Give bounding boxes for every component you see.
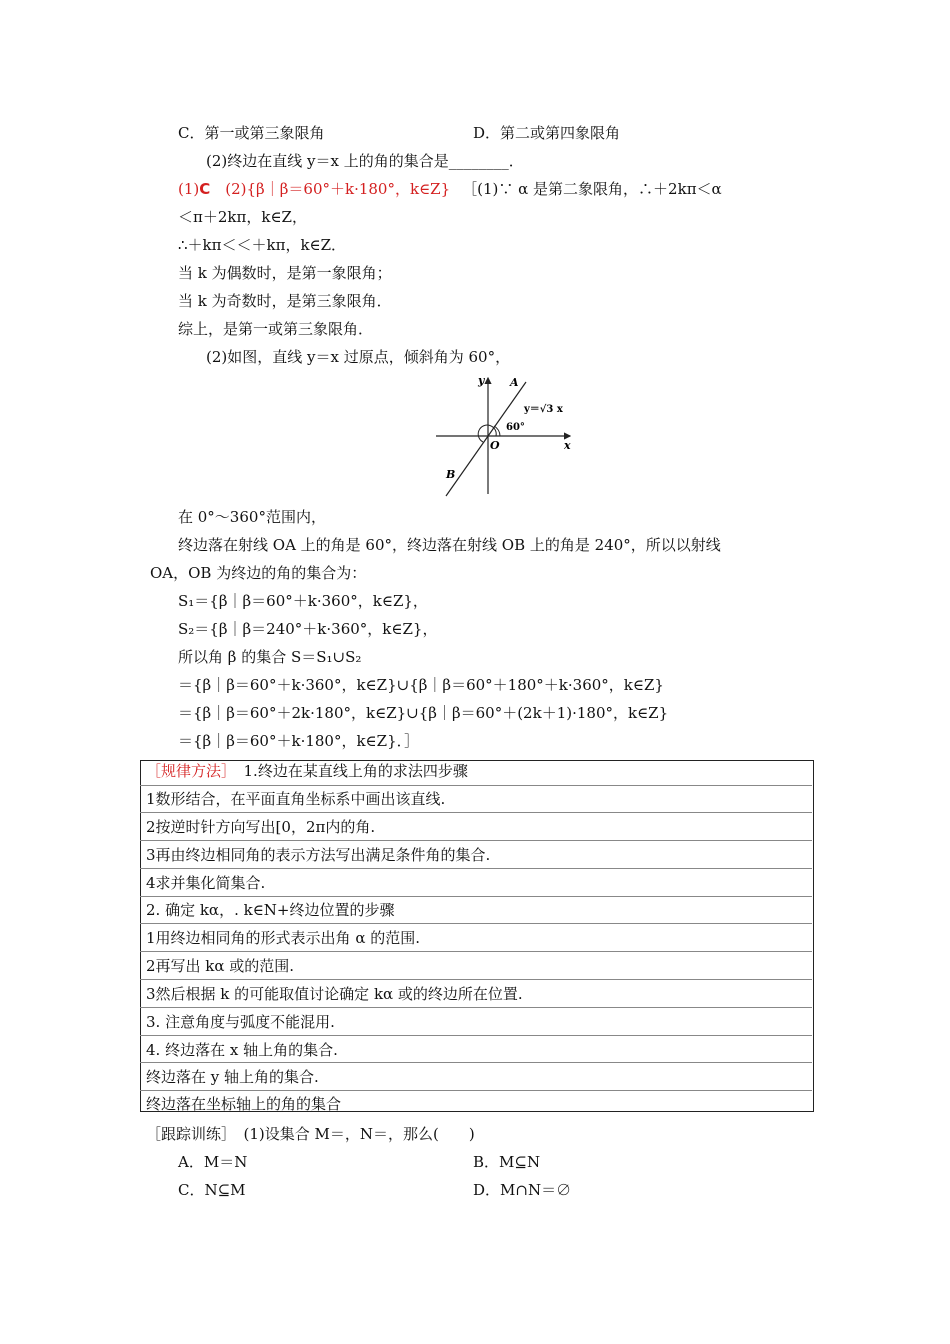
- method-line: 3再由终边相同角的表示方法写出满足条件角的集合.: [146, 846, 491, 864]
- method-title: 1.终边在某直线上角的求法四步骤: [228, 762, 468, 780]
- answer-line: [178, 179, 722, 199]
- x-axis-label: x: [564, 439, 571, 452]
- solution-line: S₁＝{β｜β＝60°＋k·360°，k∈Z}，: [178, 592, 428, 610]
- divider: [140, 812, 812, 813]
- solution-line: ＝{β｜β＝60°＋k·360°，k∈Z}∪{β｜β＝60°＋180°＋k·360°，k∈Z}: [178, 676, 664, 694]
- method-line: 2. 确定 kα，. k∈N+终边位置的步骤: [146, 901, 395, 919]
- solution-line: 在 0°～360°范围内，: [178, 508, 326, 526]
- solution-line: 当 k 为偶数时，是第一象限角；: [178, 264, 392, 282]
- divider: [140, 868, 812, 869]
- method-line: 终边落在坐标轴上的角的集合: [146, 1095, 342, 1113]
- solution-line: ∴＋kπ＜＜＋kπ，k∈Z．: [178, 236, 347, 254]
- divider: [140, 923, 812, 924]
- solution-line: ＝{β｜β＝60°＋k·180°，k∈Z}．］: [178, 732, 420, 750]
- answer-set: {β｜β＝60°＋k·180°，k∈Z}: [246, 180, 451, 198]
- answer-mid: (2): [210, 180, 247, 198]
- solution-line: ＝{β｜β＝60°＋2k·180°，k∈Z}∪{β｜β＝60°＋(2k＋1)·180°，k∈Z}: [178, 704, 669, 722]
- solution-line: ＜π＋2kπ，k∈Z，: [178, 208, 307, 226]
- divider: [140, 896, 812, 897]
- method-line: 3. 注意角度与弧度不能混用.: [146, 1013, 335, 1031]
- question-2-stem: (2)终边在直线 y＝x 上的角的集合是________．: [206, 152, 524, 170]
- solution-line: 所以角 β 的集合 S＝S₁∪S₂: [178, 648, 362, 666]
- method-line: 4. 终边落在 x 轴上角的集合.: [146, 1041, 338, 1059]
- angle-arc-60: [494, 426, 500, 436]
- divider: [140, 785, 812, 786]
- method-line: 终边落在 y 轴上角的集合.: [146, 1068, 319, 1086]
- ray-a-label: A: [510, 376, 519, 389]
- method-line: 1数形结合，在平面直角坐标系中画出该直线.: [146, 790, 446, 808]
- option-c: C．第一或第三象限角: [178, 124, 325, 142]
- origin-label: O: [490, 439, 500, 452]
- answer-prefix: (1): [178, 180, 200, 198]
- divider: [140, 1062, 812, 1063]
- divider: [140, 840, 812, 841]
- angle-label: 60°: [506, 422, 525, 433]
- coordinate-figure: [430, 372, 580, 500]
- method-tag: ［规律方法］: [146, 762, 229, 780]
- follow-up-question: ［跟踪训练］ (1)设集合 M＝，N＝，那么( ): [146, 1125, 475, 1143]
- solution-line: (2)如图，直线 y＝x 过原点，倾斜角为 60°，: [206, 348, 511, 366]
- follow-option-a: A．M＝N: [178, 1153, 248, 1171]
- option-d: D．第二或第四象限角: [473, 124, 621, 142]
- divider: [140, 1035, 812, 1036]
- divider: [140, 1007, 812, 1008]
- follow-option-d: D．M∩N＝∅: [473, 1181, 572, 1199]
- divider: [140, 1090, 812, 1091]
- divider: [140, 979, 812, 980]
- answer-choice: C: [199, 180, 211, 198]
- ray-b-label: B: [446, 468, 456, 481]
- solution-line: 综上，是第一或第三象限角．: [178, 320, 374, 338]
- solution-line: OA，OB 为终边的角的集合为：: [150, 564, 367, 582]
- method-heading: [146, 761, 468, 781]
- divider: [140, 951, 812, 952]
- method-line: 1用终边相同角的形式表示出角 α 的范围.: [146, 929, 420, 947]
- line-equation-label: y＝√3 x: [524, 404, 563, 415]
- solution-line: 当 k 为奇数时，是第三象限角．: [178, 292, 392, 310]
- method-line: 2按逆时针方向写出[0，2π内的角.: [146, 818, 376, 836]
- line-y-sqrt3x: [446, 382, 526, 496]
- solution-line: S₂＝{β｜β＝240°＋k·360°，k∈Z}，: [178, 620, 438, 638]
- follow-option-b: B．M⊆N: [473, 1153, 541, 1171]
- answer-explanation: ［(1)∵ α 是第二象限角，∴＋2kπ＜α: [462, 180, 722, 198]
- method-line: 2再写出 kα 或的范围.: [146, 957, 295, 975]
- follow-option-c: C．N⊆M: [178, 1181, 246, 1199]
- solution-line: 终边落在射线 OA 上的角是 60°，终边落在射线 OB 上的角是 240°，所以以射线: [178, 536, 721, 554]
- method-line: 3然后根据 k 的可能取值讨论确定 kα 或的终边所在位置.: [146, 985, 523, 1003]
- method-line: 4求并集化简集合.: [146, 874, 266, 892]
- y-axis-label: y: [478, 374, 485, 387]
